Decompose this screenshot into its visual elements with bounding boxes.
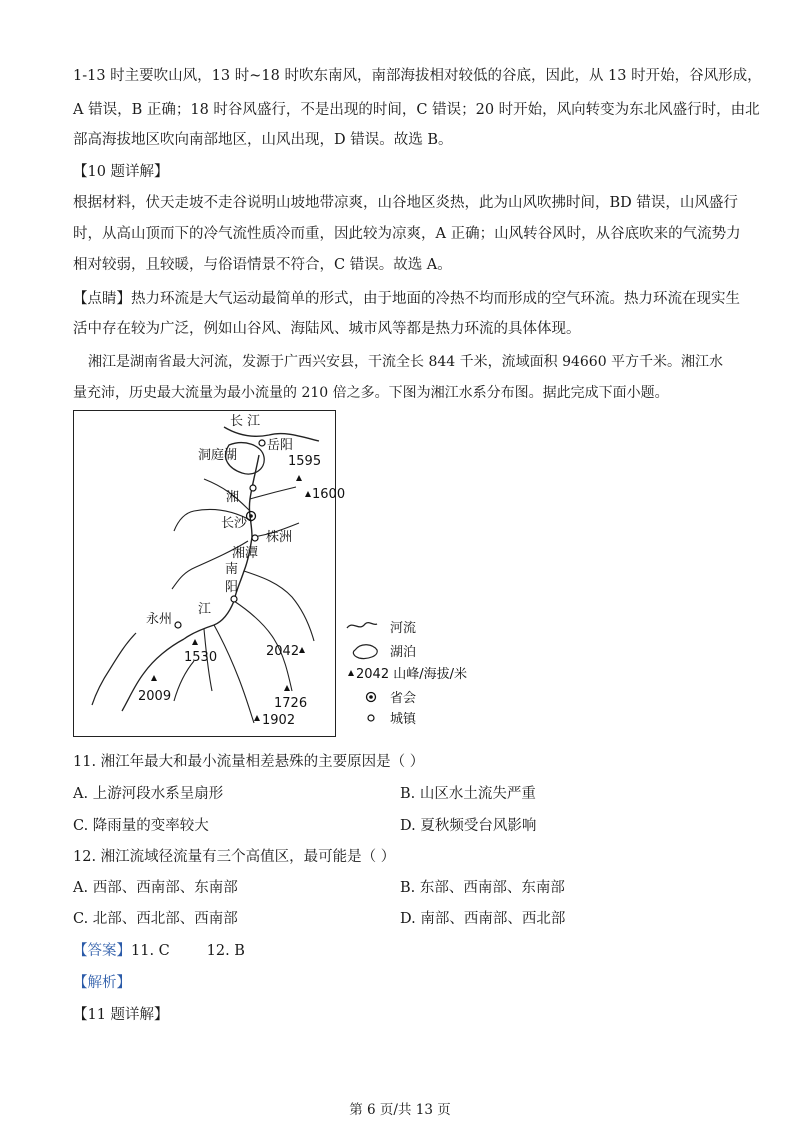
svg-text:2009: 2009 bbox=[138, 689, 172, 704]
q11-option-b[interactable]: B. 山区水土流失严重 bbox=[400, 786, 536, 802]
label-yueyang: 岳阳 bbox=[267, 438, 294, 453]
question-11-stem: 11. 湘江年最大和最小流量相差悬殊的主要原因是（ ） bbox=[73, 754, 425, 770]
q12-option-c[interactable]: C. 北部、西北部、西南部 bbox=[73, 911, 238, 927]
label-yongzhou: 永州 bbox=[146, 612, 173, 627]
analysis-label: 【解析】 bbox=[73, 975, 131, 991]
q12-option-b[interactable]: B. 东部、西南部、东南部 bbox=[400, 880, 565, 896]
svg-text:1726: 1726 bbox=[274, 696, 308, 711]
q11-option-c[interactable]: C. 降雨量的变率较大 bbox=[73, 818, 209, 834]
label-changjiang: 长 江 bbox=[230, 414, 261, 429]
page-footer: 第 6 页/共 13 页 bbox=[349, 1102, 451, 1118]
q12-option-a[interactable]: A. 西部、西南部、东南部 bbox=[73, 880, 238, 896]
town-icon bbox=[368, 715, 374, 721]
peak-marker bbox=[254, 713, 295, 728]
peak-marker bbox=[288, 454, 321, 481]
text-line: 相对较弱，且较暖，与俗语情景不符合，C 错误。故选 A。 bbox=[73, 257, 452, 273]
intro-line: 湘江是湖南省最大河流，发源于广西兴安县，干流全长 844 千米，流域面积 94660 平方千米。湘江水 bbox=[88, 354, 724, 370]
label-xiangtan: 湘潭 bbox=[232, 546, 259, 561]
text-line: 部高海拔地区吹向南部地区，山风出现，D 错误。故选 B。 bbox=[73, 132, 453, 148]
xiangjiang-map bbox=[73, 410, 346, 737]
svg-text:2042: 2042 bbox=[266, 644, 300, 659]
label-nan: 南 bbox=[225, 562, 239, 577]
svg-text:1600: 1600 bbox=[312, 487, 346, 502]
legend-town: 城镇 bbox=[390, 712, 417, 727]
text-line: A 错误，B 正确；18 时谷风盛行，不是出现的时间，C 错误；20 时开始，风向转变为东北风盛行时，由北 bbox=[73, 102, 760, 118]
label-jiang: 江 bbox=[198, 602, 212, 617]
label-xiang: 湘 bbox=[226, 490, 240, 505]
section-heading: 【11 题详解】 bbox=[73, 1007, 169, 1023]
note-line: 【点睛】热力环流是大气运动最简单的形式，由于地面的冷热不均而形成的空气环流。热力环流在现实生 bbox=[73, 291, 740, 307]
legend-capital: 省会 bbox=[390, 691, 417, 706]
peak-marker bbox=[274, 685, 307, 711]
answer-label: 【答案】 bbox=[73, 943, 131, 959]
label-zhuzhou: 株洲 bbox=[266, 530, 293, 545]
peak-marker bbox=[266, 644, 305, 659]
intro-line: 量充沛，历史最大流量为最小流量的 210 倍之多。下图为湘江水系分布图。据此完成下面小题。 bbox=[73, 385, 669, 401]
note-line: 活中存在较为广泛，例如山谷风、海陆风、城市风等都是热力环流的具体体现。 bbox=[73, 321, 581, 337]
peak-marker bbox=[305, 487, 345, 502]
legend-peak: 2042 山峰/海拔/米 bbox=[356, 667, 467, 682]
svg-text:1902: 1902 bbox=[262, 713, 296, 728]
text-line: 时，从高山顶而下的冷气流性质冷而重，因此较为凉爽，A 正确；山风转谷风时，从谷底吹来的气流势力 bbox=[73, 226, 741, 242]
label-dongtinghu: 洞庭湖 bbox=[198, 448, 238, 463]
q11-option-d[interactable]: D. 夏秋频受台风影响 bbox=[400, 818, 537, 834]
text-line: 1-13 时主要吹山风，13 时~18 时吹东南风，南部海拔相对较低的谷底，因此，从 13 时开始，谷风形成， bbox=[73, 68, 762, 84]
question-12-stem: 12. 湘江流域径流量有三个高值区，最可能是（ ） bbox=[73, 849, 396, 865]
answer-text: 11. C 12. B bbox=[131, 943, 245, 959]
svg-text:1530: 1530 bbox=[184, 650, 218, 665]
peak-icon bbox=[348, 670, 354, 676]
peak-marker bbox=[184, 639, 217, 665]
legend-river: 河流 bbox=[390, 621, 417, 636]
map-legend bbox=[343, 614, 473, 727]
label-changsha: 长沙 bbox=[221, 516, 248, 531]
q12-option-d[interactable]: D. 南部、西南部、西北部 bbox=[400, 911, 566, 927]
answer-line bbox=[73, 941, 245, 961]
label-yang: 阳 bbox=[225, 580, 239, 595]
peak-marker bbox=[138, 675, 171, 704]
text-line: 根据材料，伏天走坡不走谷说明山坡地带凉爽，山谷地区炎热，此为山风吹拂时间，BD 错误，山风盛行 bbox=[73, 195, 738, 211]
section-heading: 【10 题详解】 bbox=[73, 164, 169, 180]
svg-text:1595: 1595 bbox=[288, 454, 322, 469]
legend-lake: 湖泊 bbox=[390, 645, 417, 660]
q11-option-a[interactable]: A. 上游河段水系呈扇形 bbox=[73, 786, 224, 802]
